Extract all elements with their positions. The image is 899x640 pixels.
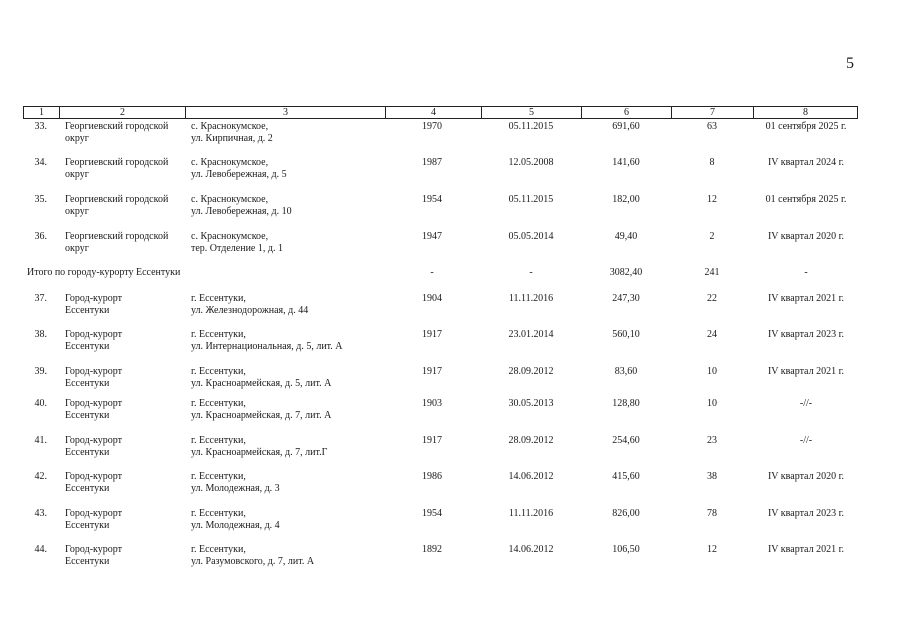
district-cell: Георгиевский городской округ [65,231,169,254]
area-cell: 254,60 [612,435,640,446]
header-col-3: 3 [186,107,386,119]
row-number: 39. [34,366,47,377]
address-cell: г. Ессентуки, ул. Красноармейская, д. 5, лит. А [191,366,332,389]
count-cell: 10 [707,366,717,377]
count-cell: 12 [707,544,717,555]
row-number: 33. [34,121,47,132]
date-cell: 14.06.2012 [508,471,554,482]
area-cell: 182,00 [612,194,640,205]
year-cell: 1917 [422,366,442,377]
date-cell: 05.05.2014 [508,231,554,242]
district-cell: Город-курорт Ессентуки [65,329,122,352]
header-col-6: 6 [582,107,672,119]
district-cell: Город-курорт Ессентуки [65,293,122,316]
date-cell: 30.05.2013 [508,398,554,409]
header-col-8: 8 [754,107,858,119]
date-cell: 28.09.2012 [508,366,554,377]
district-cell: Город-курорт Ессентуки [65,435,122,458]
year-cell: 1903 [422,398,442,409]
year-cell: 1904 [422,293,442,304]
term-cell: -//- [799,398,813,409]
address-cell: г. Ессентуки, ул. Разумовского, д. 7, лит. А [191,544,315,567]
term-cell: - [804,267,808,278]
row-number: 40. [34,398,47,409]
district-cell: Город-курорт Ессентуки [65,366,122,389]
date-cell: 05.11.2015 [508,194,554,205]
area-cell: 826,00 [612,508,640,519]
district-cell: Георгиевский городской округ [65,194,169,217]
district-cell: Город-курорт Ессентуки [65,508,122,531]
term-cell: IV квартал 2021 г. [767,293,845,304]
row-number: 36. [34,231,47,242]
term-cell: IV квартал 2024 г. [767,157,845,168]
column-number-header [23,106,858,119]
count-cell: 8 [709,157,715,168]
count-cell: 78 [707,508,717,519]
count-cell: 22 [707,293,717,304]
date-cell: 14.06.2012 [508,544,554,555]
year-cell: 1947 [422,231,442,242]
date-cell: 11.11.2016 [508,293,554,304]
district-cell: Город-курорт Ессентуки [65,471,122,494]
address-cell: г. Ессентуки, ул. Интернациональная, д. 5, лит. А [191,329,343,352]
year-cell: 1917 [422,329,442,340]
date-cell: 28.09.2012 [508,435,554,446]
row-number: 34. [34,157,47,168]
term-cell: IV квартал 2020 г. [767,231,845,242]
term-cell: IV квартал 2021 г. [767,544,845,555]
page-number: 5 [846,55,854,72]
row-number: 42. [34,471,47,482]
term-cell: IV квартал 2023 г. [767,329,845,340]
address-cell: с. Краснокумское, ул. Левобережная, д. 10 [191,194,292,217]
header-col-2: 2 [60,107,186,119]
address-cell: с. Краснокумское, тер. Отделение 1, д. 1 [191,231,283,254]
row-number: 44. [34,544,47,555]
term-cell: 01 сентября 2025 г. [765,121,847,132]
header-col-7: 7 [672,107,754,119]
header-col-5: 5 [482,107,582,119]
area-cell: 141,60 [612,157,640,168]
count-cell: 63 [707,121,717,132]
term-cell: -//- [799,435,813,446]
date-cell: 23.01.2014 [508,329,554,340]
year-cell: 1917 [422,435,442,446]
term-cell: IV квартал 2023 г. [767,508,845,519]
address-cell: г. Ессентуки, ул. Железнодорожная, д. 44 [191,293,309,316]
year-cell: 1892 [422,544,442,555]
date-cell: - [529,267,533,278]
row-number: 43. [34,508,47,519]
term-cell: IV квартал 2020 г. [767,471,845,482]
row-number: 38. [34,329,47,340]
area-cell: 560,10 [612,329,640,340]
area-cell: 128,80 [612,398,640,409]
subtotal-label: Итого по городу-курорту Ессентуки [27,267,181,278]
count-cell: 2 [709,231,715,242]
address-cell: г. Ессентуки, ул. Красноармейская, д. 7, лит.Г [191,435,328,458]
address-cell: г. Ессентуки, ул. Красноармейская, д. 7, лит. А [191,398,332,421]
year-cell: 1970 [422,121,442,132]
row-number: 35. [34,194,47,205]
year-cell: 1987 [422,157,442,168]
header-col-4: 4 [386,107,482,119]
address-cell: с. Краснокумское, ул. Левобережная, д. 5 [191,157,287,180]
year-cell: 1986 [422,471,442,482]
area-cell: 415,60 [612,471,640,482]
year-cell: 1954 [422,194,442,205]
date-cell: 12.05.2008 [508,157,554,168]
row-number: 37. [34,293,47,304]
row-number: 41. [34,435,47,446]
year-cell: 1954 [422,508,442,519]
district-cell: Георгиевский городской округ [65,157,169,180]
area-cell: 247,30 [612,293,640,304]
date-cell: 11.11.2016 [508,508,554,519]
count-cell: 24 [707,329,717,340]
address-cell: г. Ессентуки, ул. Молодежная, д. 3 [191,471,280,494]
area-cell: 49,40 [614,231,638,242]
address-cell: г. Ессентуки, ул. Молодежная, д. 4 [191,508,280,531]
address-cell: с. Краснокумское, ул. Кирпичная, д. 2 [191,121,273,144]
district-cell: Город-курорт Ессентуки [65,398,122,421]
area-cell: 691,60 [612,121,640,132]
term-cell: IV квартал 2021 г. [767,366,845,377]
term-cell: 01 сентября 2025 г. [765,194,847,205]
district-cell: Георгиевский городской округ [65,121,169,144]
district-cell: Город-курорт Ессентуки [65,544,122,567]
count-cell: 12 [707,194,717,205]
count-cell: 23 [707,435,717,446]
header-col-1: 1 [24,107,60,119]
count-cell: 241 [704,267,720,278]
count-cell: 10 [707,398,717,409]
area-cell: 106,50 [612,544,640,555]
year-cell: - [430,267,434,278]
area-cell: 83,60 [614,366,638,377]
count-cell: 38 [707,471,717,482]
date-cell: 05.11.2015 [508,121,554,132]
area-cell: 3082,40 [609,267,643,278]
